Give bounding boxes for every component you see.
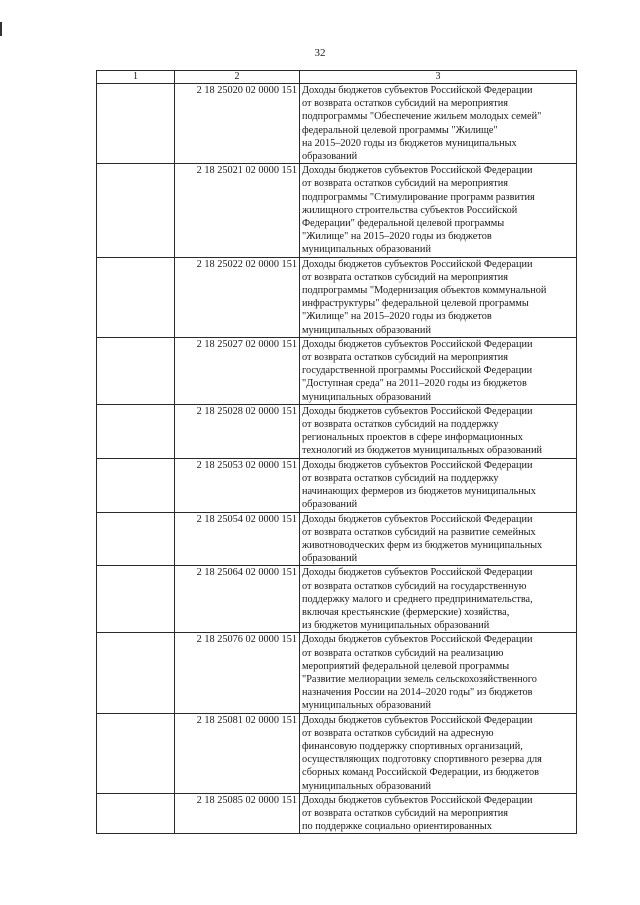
budget-code-cell: 2 18 25054 02 0000 151 — [175, 512, 300, 566]
budget-code-cell: 2 18 25027 02 0000 151 — [175, 337, 300, 404]
description-line: от возврата остатков субсидий на поддержку — [302, 472, 499, 484]
description-line: муниципальных образований — [302, 700, 431, 712]
description-line: от возврата остатков субсидий на развитие семейных — [302, 526, 536, 538]
description-line: от возврата остатков субсидий на адресную — [302, 727, 494, 739]
description-line: Доходы бюджетов субъектов Российской Федерации — [302, 794, 533, 806]
description-cell — [300, 84, 577, 164]
table-row — [97, 633, 577, 713]
description-line: образований — [302, 553, 358, 565]
budget-code-cell: 2 18 25076 02 0000 151 — [175, 633, 300, 713]
description-line: муниципальных образований — [302, 780, 431, 792]
description-line: включая крестьянские (фермерские) хозяйства, — [302, 606, 510, 618]
description-line: Доходы бюджетов субъектов Российской Федерации — [302, 513, 533, 525]
column-header-3: 3 — [300, 71, 577, 84]
description-line: назначения России на 2014–2020 годы" из бюджетов — [302, 687, 533, 699]
description-line: Доходы бюджетов субъектов Российской Федерации — [302, 634, 533, 646]
table-header-row — [97, 71, 577, 84]
row-number-cell — [97, 257, 175, 337]
description-line: Доходы бюджетов субъектов Российской Федерации — [302, 459, 533, 471]
description-line: Доходы бюджетов субъектов Российской Федерации — [302, 714, 533, 726]
description-line: жилищного строительства субъектов Российской — [302, 204, 518, 216]
description-cell — [300, 164, 577, 257]
description-line: Доходы бюджетов субъектов Российской Федерации — [302, 405, 533, 417]
description-line: муниципальных образований — [302, 391, 431, 403]
description-line: Федерации" федеральной целевой программы — [302, 218, 505, 230]
budget-code-cell: 2 18 25020 02 0000 151 — [175, 84, 300, 164]
description-line: "Доступная среда" на 2011–2020 годы из бюджетов — [302, 378, 527, 390]
row-number-cell — [97, 84, 175, 164]
description-cell — [300, 566, 577, 633]
description-line: от возврата остатков субсидий на мероприятия — [302, 98, 508, 110]
row-number-cell — [97, 337, 175, 404]
table-row — [97, 164, 577, 257]
description-line: от возврата остатков субсидий на мероприятия — [302, 352, 508, 364]
description-line: от возврата остатков субсидий на мероприятия — [302, 178, 508, 190]
description-line: Доходы бюджетов субъектов Российской Федерации — [302, 258, 533, 270]
description-cell — [300, 337, 577, 404]
row-number-cell — [97, 713, 175, 793]
description-line: от возврата остатков субсидий на государственную — [302, 580, 527, 592]
page-number: 32 — [314, 47, 326, 59]
description-line: образований — [302, 499, 358, 511]
budget-code-cell: 2 18 25028 02 0000 151 — [175, 404, 300, 458]
table-row — [97, 458, 577, 512]
description-line: региональных проектов в сфере информационных — [302, 432, 523, 444]
row-number-cell — [97, 512, 175, 566]
description-line: Доходы бюджетов субъектов Российской Федерации — [302, 567, 533, 579]
description-cell — [300, 458, 577, 512]
description-line: муниципальных образований — [302, 324, 431, 336]
description-line: "Жилище" на 2015–2020 годы из бюджетов — [302, 231, 492, 243]
row-number-cell — [97, 793, 175, 834]
description-line: от возврата остатков субсидий на реализацию — [302, 647, 504, 659]
description-line: от возврата остатков субсидий на мероприятия — [302, 271, 508, 283]
description-line: федеральной целевой программы "Жилище" — [302, 124, 498, 136]
description-line: инфраструктуры" федеральной целевой программы — [302, 298, 529, 310]
budget-code-cell: 2 18 25021 02 0000 151 — [175, 164, 300, 257]
description-line: по поддержке социально ориентированных — [302, 821, 492, 833]
table-row — [97, 84, 577, 164]
table-row — [97, 404, 577, 458]
description-line: "Жилище" на 2015–2020 годы из бюджетов — [302, 311, 492, 323]
row-number-cell — [97, 404, 175, 458]
description-line: из бюджетов муниципальных образований — [302, 620, 490, 632]
description-line: Доходы бюджетов субъектов Российской Федерации — [302, 338, 533, 350]
description-line: муниципальных образований — [302, 244, 431, 256]
description-line: образований — [302, 151, 358, 163]
description-line: мероприятий федеральной целевой программы — [302, 660, 510, 672]
table-row — [97, 257, 577, 337]
table-row — [97, 512, 577, 566]
description-line: на 2015–2020 годы из бюджетов муниципальных — [302, 137, 517, 149]
description-line: начинающих фермеров из бюджетов муниципальных — [302, 486, 536, 498]
budget-code-cell: 2 18 25022 02 0000 151 — [175, 257, 300, 337]
description-cell — [300, 713, 577, 793]
description-line: технологий из бюджетов муниципальных образований — [302, 445, 542, 457]
scan-edge-mark — [0, 22, 2, 36]
budget-code-cell: 2 18 25085 02 0000 151 — [175, 793, 300, 834]
description-line: подпрограммы "Модернизация объектов коммунальной — [302, 285, 547, 297]
description-cell — [300, 404, 577, 458]
column-header-2: 2 — [175, 71, 300, 84]
description-line: "Развитие мелиорации земель сельскохозяйственного — [302, 673, 537, 685]
budget-revenue-table — [96, 70, 577, 834]
budget-code-cell: 2 18 25053 02 0000 151 — [175, 458, 300, 512]
row-number-cell — [97, 633, 175, 713]
budget-code-cell: 2 18 25064 02 0000 151 — [175, 566, 300, 633]
description-line: сборных команд Российской Федерации, из бюджетов — [302, 767, 539, 779]
row-number-cell — [97, 164, 175, 257]
description-cell — [300, 512, 577, 566]
description-line: от возврата остатков субсидий на мероприятия — [302, 807, 508, 819]
description-line: подпрограммы "Обеспечение жильем молодых семей" — [302, 111, 542, 123]
table-row — [97, 793, 577, 834]
table-row — [97, 713, 577, 793]
table-row — [97, 337, 577, 404]
description-line: животноводческих ферм из бюджетов муниципальных — [302, 539, 543, 551]
table-body — [97, 84, 577, 834]
row-number-cell — [97, 458, 175, 512]
description-cell — [300, 633, 577, 713]
description-line: государственной программы Российской Федерации — [302, 365, 533, 377]
description-line: от возврата остатков субсидий на поддержку — [302, 419, 499, 431]
budget-code-cell: 2 18 25081 02 0000 151 — [175, 713, 300, 793]
description-line: подпрограммы "Стимулирование программ развития — [302, 191, 535, 203]
description-line: осуществляющих подготовку спортивного резерва для — [302, 754, 542, 766]
description-cell — [300, 257, 577, 337]
description-line: Доходы бюджетов субъектов Российской Федерации — [302, 85, 533, 96]
description-line: финансовую поддержку спортивных организаций, — [302, 740, 523, 752]
description-line: поддержку малого и среднего предпринимательства, — [302, 593, 533, 605]
row-number-cell — [97, 566, 175, 633]
column-header-1: 1 — [97, 71, 175, 84]
table-row — [97, 566, 577, 633]
description-line: Доходы бюджетов субъектов Российской Федерации — [302, 165, 533, 177]
description-cell — [300, 793, 577, 834]
